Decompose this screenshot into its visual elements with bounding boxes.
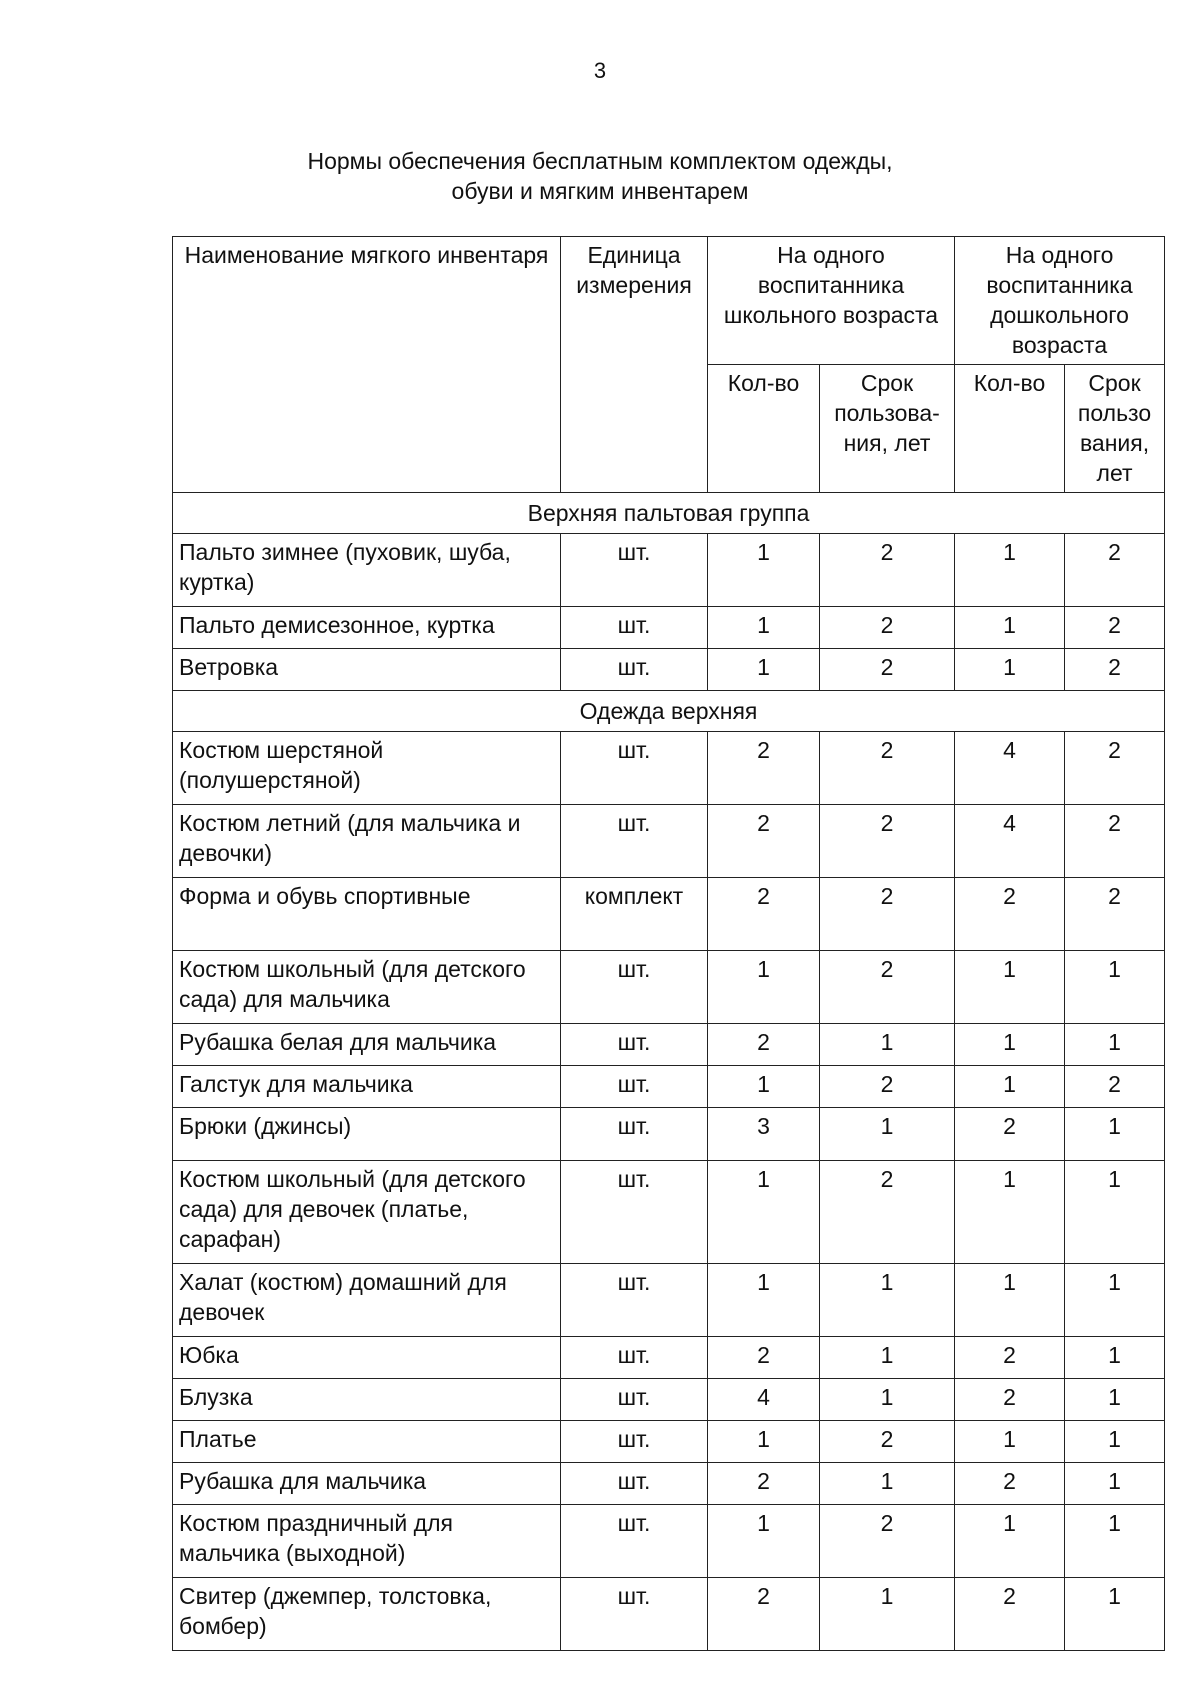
qty-school-cell: 2 bbox=[708, 805, 820, 878]
section-title: Одежда верхняя bbox=[173, 691, 1165, 732]
term-school-cell: 1 bbox=[820, 1463, 955, 1505]
unit-cell: шт. bbox=[561, 1379, 708, 1421]
item-name-cell: Галстук для мальчика bbox=[173, 1066, 561, 1108]
term-preschool-cell: 1 bbox=[1065, 1337, 1165, 1379]
qty-preschool-cell: 1 bbox=[955, 1421, 1065, 1463]
qty-school-cell: 2 bbox=[708, 1463, 820, 1505]
qty-preschool-cell: 1 bbox=[955, 951, 1065, 1024]
term-school-cell: 2 bbox=[820, 1066, 955, 1108]
term-preschool-cell: 1 bbox=[1065, 1421, 1165, 1463]
term-preschool-cell: 2 bbox=[1065, 649, 1165, 691]
item-name-cell: Костюм летний (для мальчика и девочки) bbox=[173, 805, 561, 878]
table-row bbox=[173, 1337, 1165, 1379]
table-row bbox=[173, 607, 1165, 649]
item-name-cell: Платье bbox=[173, 1421, 561, 1463]
term-preschool-cell: 2 bbox=[1065, 878, 1165, 951]
table-body bbox=[173, 493, 1165, 1651]
qty-preschool-cell: 1 bbox=[955, 1264, 1065, 1337]
item-name-cell: Рубашка белая для мальчика bbox=[173, 1024, 561, 1066]
qty-preschool-cell: 1 bbox=[955, 1024, 1065, 1066]
term-school-cell: 2 bbox=[820, 534, 955, 607]
item-name-cell: Пальто зимнее (пуховик, шуба, куртка) bbox=[173, 534, 561, 607]
header-qty-school: Кол-во bbox=[708, 365, 820, 493]
header-qty-preschool: Кол-во bbox=[955, 365, 1065, 493]
qty-preschool-cell: 2 bbox=[955, 1108, 1065, 1161]
unit-cell: шт. bbox=[561, 732, 708, 805]
term-preschool-cell: 2 bbox=[1065, 1066, 1165, 1108]
term-preschool-cell: 1 bbox=[1065, 1264, 1165, 1337]
qty-school-cell: 1 bbox=[708, 607, 820, 649]
unit-cell: шт. bbox=[561, 805, 708, 878]
qty-preschool-cell: 1 bbox=[955, 607, 1065, 649]
qty-preschool-cell: 2 bbox=[955, 1463, 1065, 1505]
qty-preschool-cell: 1 bbox=[955, 1161, 1065, 1264]
term-school-cell: 2 bbox=[820, 1505, 955, 1578]
qty-school-cell: 1 bbox=[708, 1161, 820, 1264]
section-title: Верхняя пальтовая группа bbox=[173, 493, 1165, 534]
header-school: На одного воспитанника школьного возраста bbox=[708, 237, 955, 365]
qty-preschool-cell: 1 bbox=[955, 1505, 1065, 1578]
qty-school-cell: 4 bbox=[708, 1379, 820, 1421]
table-row bbox=[173, 1024, 1165, 1066]
item-name-cell: Свитер (джемпер, толстовка, бомбер) bbox=[173, 1578, 561, 1651]
unit-cell: шт. bbox=[561, 1421, 708, 1463]
unit-cell: шт. bbox=[561, 1505, 708, 1578]
term-school-cell: 2 bbox=[820, 951, 955, 1024]
unit-cell: комплект bbox=[561, 878, 708, 951]
table-row bbox=[173, 1463, 1165, 1505]
unit-cell: шт. bbox=[561, 1066, 708, 1108]
table-row bbox=[173, 1379, 1165, 1421]
section-row bbox=[173, 691, 1165, 732]
item-name-cell: Блузка bbox=[173, 1379, 561, 1421]
qty-preschool-cell: 2 bbox=[955, 1379, 1065, 1421]
qty-school-cell: 2 bbox=[708, 878, 820, 951]
item-name-cell: Форма и обувь спортивные bbox=[173, 878, 561, 951]
term-preschool-cell: 1 bbox=[1065, 1024, 1165, 1066]
unit-cell: шт. bbox=[561, 1161, 708, 1264]
term-school-cell: 2 bbox=[820, 1161, 955, 1264]
qty-school-cell: 1 bbox=[708, 1505, 820, 1578]
header-term-school: Срок пользова-ния, лет bbox=[820, 365, 955, 493]
table-row bbox=[173, 1108, 1165, 1161]
norms-table bbox=[172, 236, 1165, 1651]
item-name-cell: Костюм школьный (для детского сада) для мальчика bbox=[173, 951, 561, 1024]
term-preschool-cell: 2 bbox=[1065, 805, 1165, 878]
term-school-cell: 1 bbox=[820, 1264, 955, 1337]
qty-preschool-cell: 2 bbox=[955, 1578, 1065, 1651]
unit-cell: шт. bbox=[561, 1264, 708, 1337]
qty-school-cell: 1 bbox=[708, 534, 820, 607]
term-preschool-cell: 1 bbox=[1065, 951, 1165, 1024]
unit-cell: шт. bbox=[561, 607, 708, 649]
item-name-cell: Юбка bbox=[173, 1337, 561, 1379]
header-preschool: На одного воспитанника дошкольного возраста bbox=[955, 237, 1165, 365]
term-preschool-cell: 1 bbox=[1065, 1578, 1165, 1651]
item-name-cell: Костюм праздничный для мальчика (выходной) bbox=[173, 1505, 561, 1578]
qty-preschool-cell: 2 bbox=[955, 878, 1065, 951]
qty-school-cell: 3 bbox=[708, 1108, 820, 1161]
qty-preschool-cell: 4 bbox=[955, 732, 1065, 805]
section-row bbox=[173, 493, 1165, 534]
qty-school-cell: 2 bbox=[708, 732, 820, 805]
term-school-cell: 2 bbox=[820, 649, 955, 691]
unit-cell: шт. bbox=[561, 1024, 708, 1066]
title-line-2: обуви и мягким инвентарем bbox=[451, 178, 749, 204]
unit-cell: шт. bbox=[561, 951, 708, 1024]
term-preschool-cell: 1 bbox=[1065, 1463, 1165, 1505]
header-unit: Единица измерения bbox=[561, 237, 708, 493]
table-row bbox=[173, 1264, 1165, 1337]
term-preschool-cell: 1 bbox=[1065, 1108, 1165, 1161]
term-school-cell: 2 bbox=[820, 805, 955, 878]
unit-cell: шт. bbox=[561, 1578, 708, 1651]
unit-cell: шт. bbox=[561, 1337, 708, 1379]
page-number: 3 bbox=[593, 58, 607, 83]
item-name-cell: Халат (костюм) домашний для девочек bbox=[173, 1264, 561, 1337]
term-school-cell: 2 bbox=[820, 732, 955, 805]
qty-school-cell: 1 bbox=[708, 649, 820, 691]
table-row bbox=[173, 805, 1165, 878]
term-preschool-cell: 2 bbox=[1065, 607, 1165, 649]
item-name-cell: Костюм шерстяной (полушерстяной) bbox=[173, 732, 561, 805]
table-row bbox=[173, 878, 1165, 951]
document-title bbox=[0, 146, 1200, 206]
qty-preschool-cell: 1 bbox=[955, 1066, 1065, 1108]
term-school-cell: 2 bbox=[820, 878, 955, 951]
item-name-cell: Пальто демисезонное, куртка bbox=[173, 607, 561, 649]
header-row-top bbox=[173, 237, 1165, 365]
term-school-cell: 1 bbox=[820, 1578, 955, 1651]
term-school-cell: 2 bbox=[820, 1421, 955, 1463]
term-preschool-cell: 1 bbox=[1065, 1161, 1165, 1264]
qty-preschool-cell: 1 bbox=[955, 534, 1065, 607]
qty-school-cell: 1 bbox=[708, 951, 820, 1024]
header-name: Наименование мягкого инвентаря bbox=[173, 237, 561, 493]
term-school-cell: 1 bbox=[820, 1337, 955, 1379]
unit-cell: шт. bbox=[561, 1108, 708, 1161]
qty-school-cell: 1 bbox=[708, 1066, 820, 1108]
item-name-cell: Костюм школьный (для детского сада) для девочек (платье, сарафан) bbox=[173, 1161, 561, 1264]
term-preschool-cell: 2 bbox=[1065, 732, 1165, 805]
unit-cell: шт. bbox=[561, 534, 708, 607]
unit-cell: шт. bbox=[561, 1463, 708, 1505]
item-name-cell: Рубашка для мальчика bbox=[173, 1463, 561, 1505]
table-row bbox=[173, 1578, 1165, 1651]
term-preschool-cell: 1 bbox=[1065, 1379, 1165, 1421]
term-school-cell: 1 bbox=[820, 1379, 955, 1421]
qty-school-cell: 1 bbox=[708, 1264, 820, 1337]
table-row bbox=[173, 649, 1165, 691]
table-row bbox=[173, 1505, 1165, 1578]
term-school-cell: 1 bbox=[820, 1024, 955, 1066]
item-name-cell: Брюки (джинсы) bbox=[173, 1108, 561, 1161]
term-school-cell: 2 bbox=[820, 607, 955, 649]
qty-school-cell: 2 bbox=[708, 1024, 820, 1066]
table-row bbox=[173, 732, 1165, 805]
item-name-cell: Ветровка bbox=[173, 649, 561, 691]
unit-cell: шт. bbox=[561, 649, 708, 691]
table-row bbox=[173, 1066, 1165, 1108]
qty-preschool-cell: 4 bbox=[955, 805, 1065, 878]
term-preschool-cell: 1 bbox=[1065, 1505, 1165, 1578]
term-preschool-cell: 2 bbox=[1065, 534, 1165, 607]
table-row bbox=[173, 951, 1165, 1024]
header-term-preschool: Срок пользо вания, лет bbox=[1065, 365, 1165, 493]
term-school-cell: 1 bbox=[820, 1108, 955, 1161]
qty-school-cell: 2 bbox=[708, 1578, 820, 1651]
table-row bbox=[173, 1421, 1165, 1463]
title-line-1: Нормы обеспечения бесплатным комплектом одежды, bbox=[307, 148, 893, 174]
table-row bbox=[173, 534, 1165, 607]
table-row bbox=[173, 1161, 1165, 1264]
qty-preschool-cell: 2 bbox=[955, 1337, 1065, 1379]
qty-preschool-cell: 1 bbox=[955, 649, 1065, 691]
qty-school-cell: 2 bbox=[708, 1337, 820, 1379]
qty-school-cell: 1 bbox=[708, 1421, 820, 1463]
